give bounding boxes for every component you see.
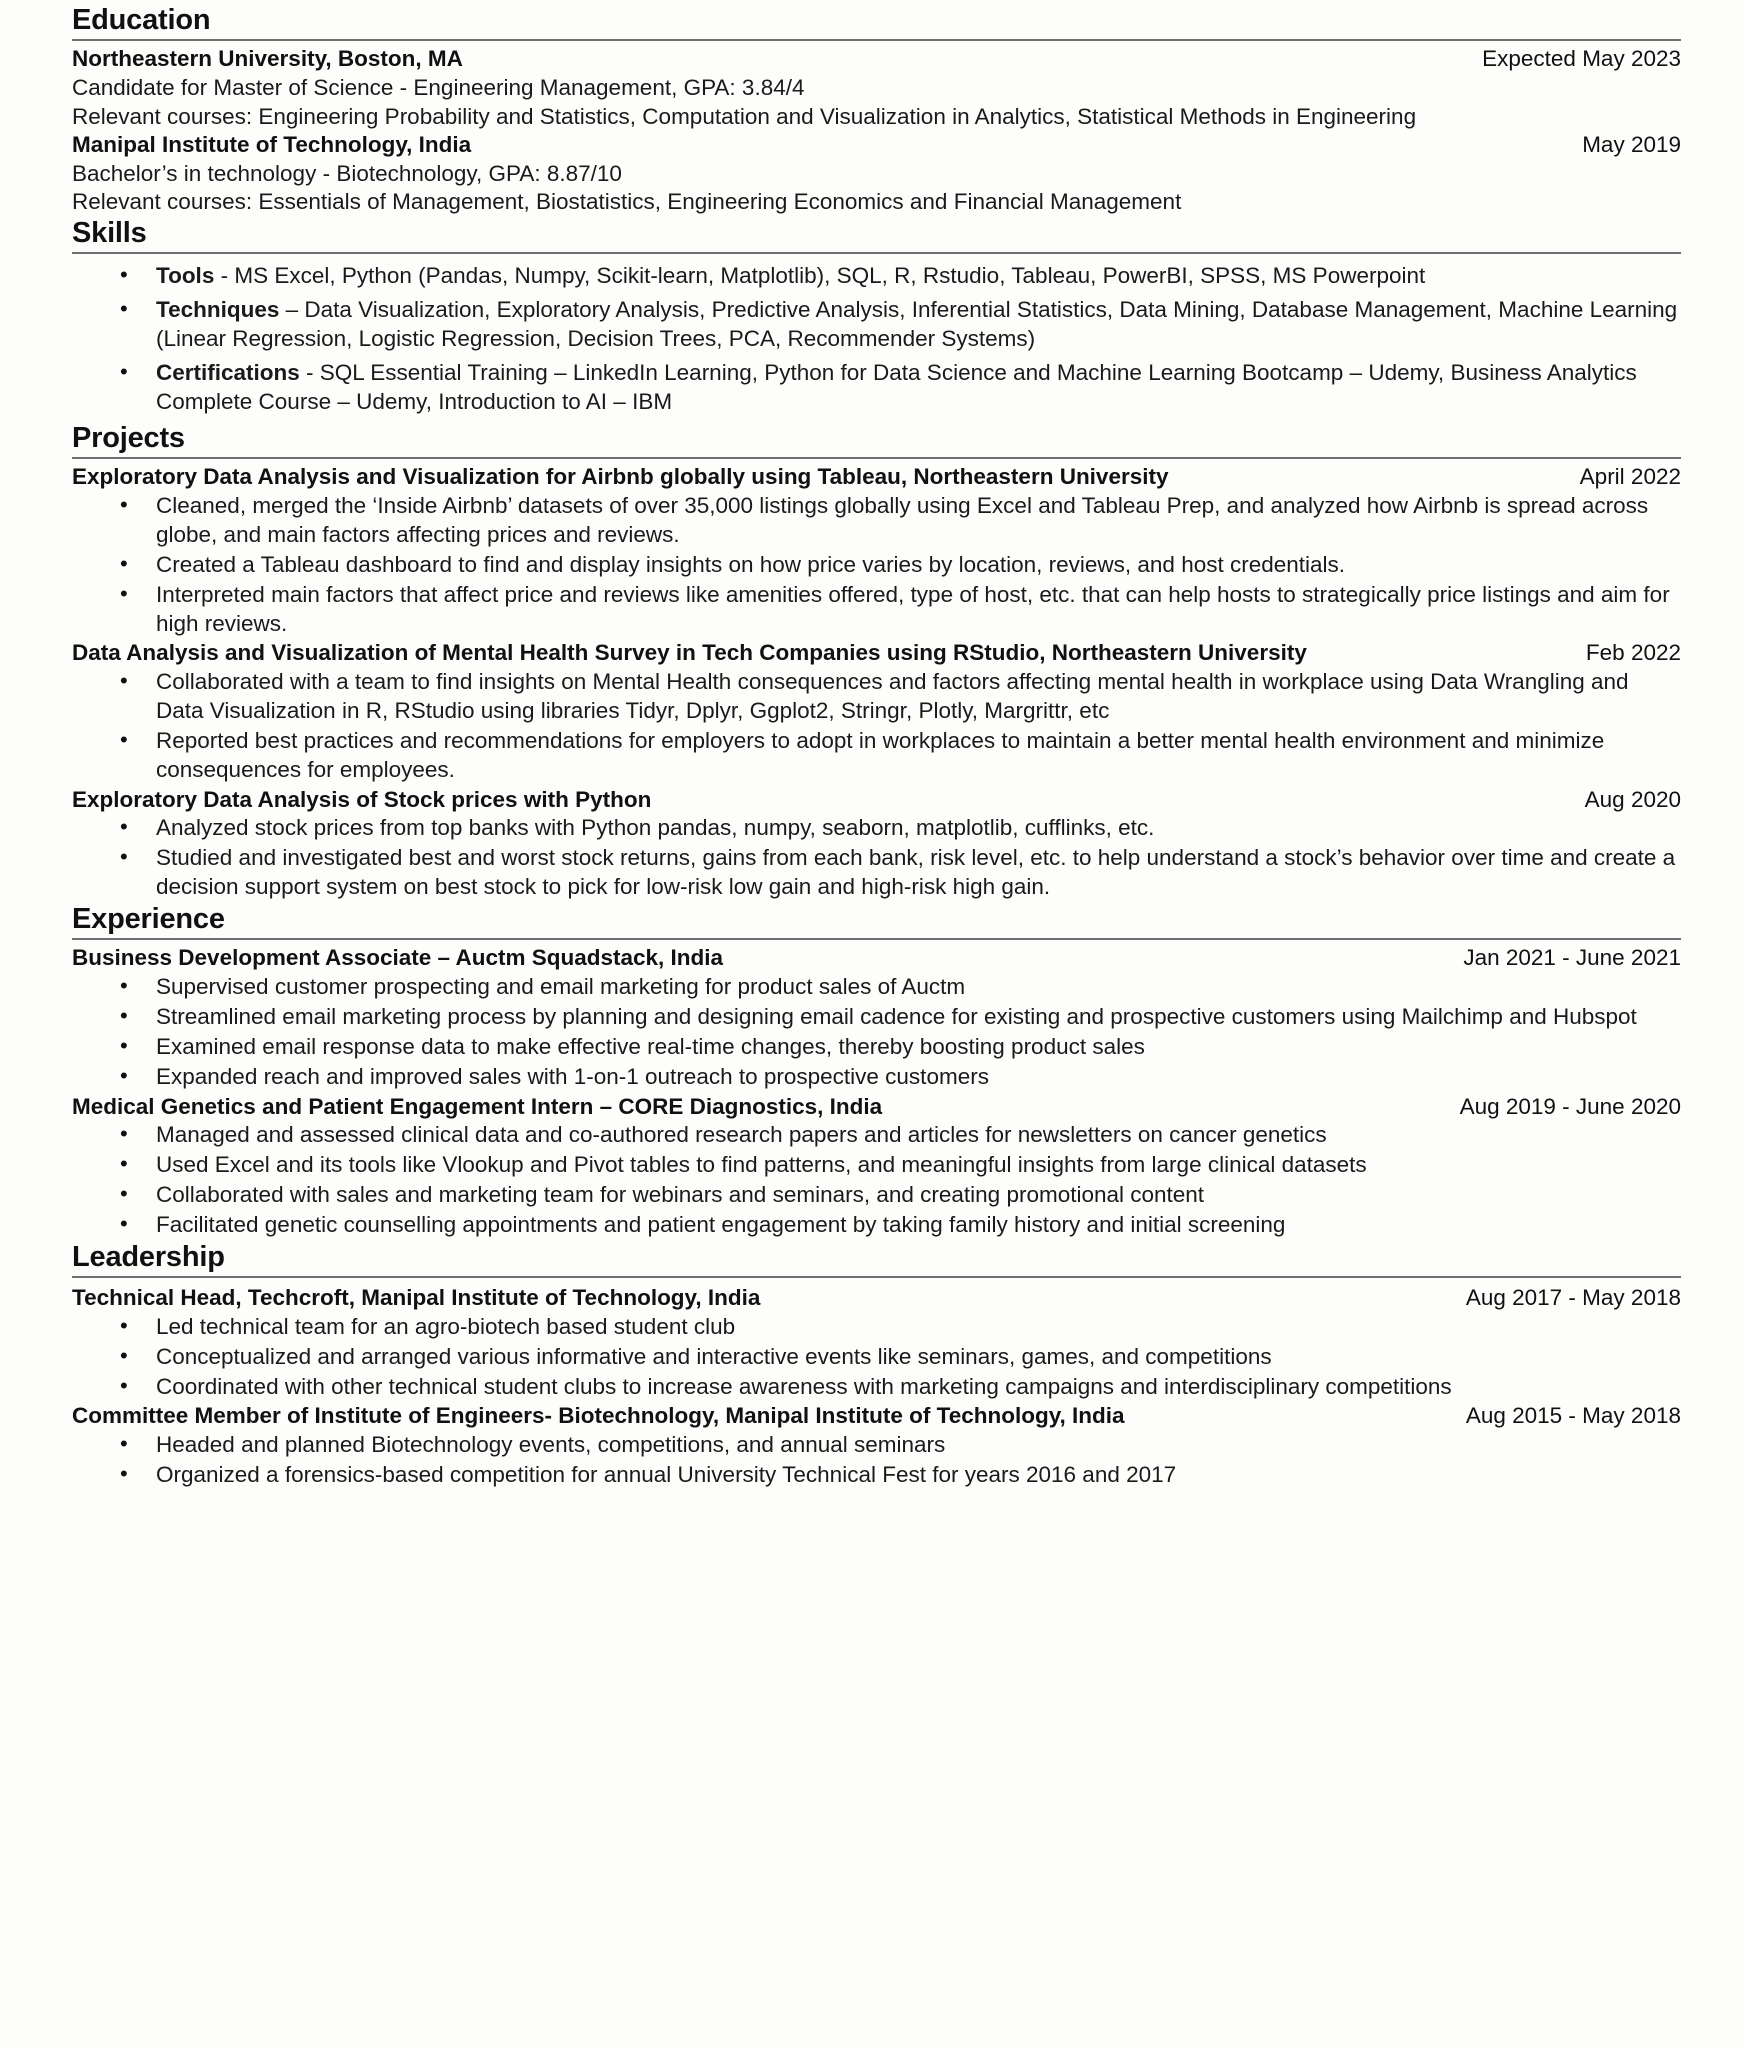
list-item: • Cleaned, merged the ‘Inside Airbnb’ datasets of over 35,000 listings globally using Excel and Tableau Prep, and analyzed how Airbnb is spread across globe, and main factors affecting prices and reviews. — [72, 492, 1681, 550]
list-item: • Reported best practices and recommendations for employers to adopt in workplaces to maintain a better mental health environment and minimize consequences for employees. — [72, 727, 1681, 785]
skills-sep-techniques: – — [279, 297, 305, 323]
project-2-header — [72, 639, 1681, 668]
skills-list — [72, 262, 1681, 417]
leadership-1-date: Aug 2017 - May 2018 — [1465, 1285, 1681, 1311]
project-3-title: Exploratory Data Analysis of Stock prices with Python — [72, 786, 652, 812]
leadership-1-header — [72, 1284, 1681, 1313]
list-item: • Conceptualized and arranged various informative and interactive events like seminars, games, and competitions — [72, 1343, 1681, 1372]
list-item: • Streamlined email marketing process by planning and designing email cadence for existing and prospective customers using Mailchimp and Hubspot — [72, 1003, 1681, 1032]
section-heading-skills: Skills — [72, 216, 147, 249]
project-1-bullets — [72, 492, 1681, 639]
skills-text-techniques: Data Visualization, Exploratory Analysis, Predictive Analysis, Inferential Statistics, Data Mining, Database Management, Machine Learning (Linear Regression, Logistic Regression, Decision Trees, PCA, Recommender Systems) — [156, 297, 1678, 352]
section-experience — [72, 903, 1681, 1240]
leadership-2-date: Aug 2015 - May 2018 — [1465, 1403, 1681, 1429]
education-entry-1-header — [72, 45, 1681, 74]
section-divider-projects — [72, 457, 1681, 459]
section-divider-leadership — [72, 1276, 1681, 1278]
list-item: • Collaborated with sales and marketing team for webinars and seminars, and creating promotional content — [72, 1181, 1681, 1210]
list-item: • Created a Tableau dashboard to find and display insights on how price varies by location, reviews, and host credentials. — [72, 551, 1681, 580]
experience-1-date: Jan 2021 - June 2021 — [1463, 945, 1681, 971]
skills-label-techniques: Techniques — [156, 297, 280, 323]
list-item: • Led technical team for an agro-biotech based student club — [72, 1313, 1681, 1342]
list-item: • Used Excel and its tools like Vlookup and Pivot tables to find patterns, and meaningful insights from large clinical datasets — [72, 1151, 1681, 1180]
leadership-2-bullets — [72, 1431, 1681, 1490]
experience-1-header — [72, 944, 1681, 973]
section-divider-experience — [72, 938, 1681, 940]
section-education — [72, 4, 1681, 217]
list-item: • Expanded reach and improved sales with 1-on-1 outreach to prospective customers — [72, 1063, 1681, 1092]
list-item: • Studied and investigated best and worst stock returns, gains from each bank, risk level, etc. to help understand a stock’s behavior over time and create a decision support system on best stock to pick for low-risk low gain and high-risk high gain. — [72, 844, 1681, 902]
section-heading-projects: Projects — [72, 421, 185, 454]
project-3-bullets — [72, 814, 1681, 902]
skills-label-certifications: Certifications — [156, 360, 300, 386]
experience-2-header — [72, 1093, 1681, 1122]
list-item — [72, 262, 1681, 291]
skills-text-certifications: SQL Essential Training – LinkedIn Learning, Python for Data Science and Machine Learning Bootcamp – Udemy, Business Analytics Complete Course – Udemy, Introduction to AI – IBM — [156, 360, 1637, 414]
section-divider-skills — [72, 252, 1681, 254]
education-entry-2-header — [72, 131, 1681, 160]
experience-2-bullets — [72, 1121, 1681, 1240]
skills-sep-certifications: - — [299, 360, 320, 386]
section-heading-leadership: Leadership — [72, 1240, 225, 1273]
leadership-1-title: Technical Head, Techcroft, Manipal Institute of Technology, India — [72, 1285, 761, 1311]
project-3-header — [72, 786, 1681, 815]
education-entry-1-title: Northeastern University, Boston, MA — [72, 46, 463, 72]
skills-text-tools: MS Excel, Python (Pandas, Numpy, Scikit-learn, Matplotlib), SQL, R, Rstudio, Tableau, PowerBI, SPSS, MS Powerpoint — [234, 263, 1426, 289]
list-item: • Managed and assessed clinical data and co-authored research papers and articles for newsletters on cancer genetics — [72, 1121, 1681, 1150]
project-1-date: April 2022 — [1579, 464, 1681, 490]
list-item — [72, 359, 1681, 417]
section-leadership — [72, 1241, 1681, 1490]
experience-2-title: Medical Genetics and Patient Engagement Intern – CORE Diagnostics, India — [72, 1093, 883, 1119]
project-2-title: Data Analysis and Visualization of Mental Health Survey in Tech Companies using RStudio, Northeastern University — [72, 640, 1307, 666]
project-2-date: Feb 2022 — [1585, 640, 1681, 666]
education-entry-1-date: Expected May 2023 — [1482, 46, 1681, 72]
education-entry-2-line-2: Relevant courses: Essentials of Management, Biostatistics, Engineering Economics and Financial Management — [72, 189, 1182, 215]
list-item: • Headed and planned Biotechnology events, competitions, and annual seminars — [72, 1431, 1681, 1460]
leadership-2-header — [72, 1402, 1681, 1431]
list-item: • Interpreted main factors that affect price and reviews like amenities offered, type of host, etc. that can help hosts to strategically price listings and aim for high reviews. — [72, 581, 1681, 639]
experience-1-title: Business Development Associate – Auctm Squadstack, India — [72, 945, 724, 971]
project-1-title: Exploratory Data Analysis and Visualization for Airbnb globally using Tableau, Northeastern University — [72, 464, 1169, 490]
section-skills — [72, 217, 1681, 417]
education-entry-1-line-2: Relevant courses: Engineering Probability and Statistics, Computation and Visualization in Analytics, Statistical Methods in Engineering — [72, 103, 1417, 129]
leadership-2-title: Committee Member of Institute of Engineers- Biotechnology, Manipal Institute of Technology, India — [72, 1403, 1125, 1429]
list-item: • Examined email response data to make effective real-time changes, thereby boosting product sales — [72, 1033, 1681, 1062]
experience-1-bullets — [72, 973, 1681, 1092]
education-entry-2-line-1: Bachelor’s in technology - Biotechnology, GPA: 8.87/10 — [72, 160, 622, 186]
section-divider-education — [72, 39, 1681, 41]
skills-sep-tools: - — [214, 263, 235, 289]
skills-label-tools: Tools — [156, 263, 215, 289]
list-item — [72, 296, 1681, 354]
project-2-bullets — [72, 668, 1681, 785]
section-heading-experience: Experience — [72, 902, 225, 935]
section-heading-education: Education — [72, 4, 211, 36]
section-projects — [72, 422, 1681, 902]
list-item: • Coordinated with other technical student clubs to increase awareness with marketing campaigns and interdisciplinary competitions — [72, 1373, 1681, 1402]
education-entry-1-line-1: Candidate for Master of Science - Engineering Management, GPA: 3.84/4 — [72, 75, 805, 101]
project-1-header — [72, 463, 1681, 492]
list-item: • Analyzed stock prices from top banks with Python pandas, numpy, seaborn, matplotlib, cufflinks, etc. — [72, 814, 1681, 843]
education-entry-2-date: May 2019 — [1582, 132, 1681, 158]
leadership-1-bullets — [72, 1313, 1681, 1402]
list-item: • Supervised customer prospecting and email marketing for product sales of Auctm — [72, 973, 1681, 1002]
list-item: • Facilitated genetic counselling appointments and patient engagement by taking family history and initial screening — [72, 1211, 1681, 1240]
project-3-date: Aug 2020 — [1584, 786, 1681, 812]
experience-2-date: Aug 2019 - June 2020 — [1459, 1093, 1681, 1119]
list-item: • Collaborated with a team to find insights on Mental Health consequences and factors affecting mental health in workplace using Data Wrangling and Data Visualization in R, RStudio using libraries Tidyr, Dplyr, Ggplot2, Stringr, Plotly, Margrittr, etc — [72, 668, 1681, 726]
list-item: • Organized a forensics-based competition for annual University Technical Fest for years 2016 and 2017 — [72, 1461, 1681, 1490]
education-entry-2-title: Manipal Institute of Technology, India — [72, 132, 472, 158]
